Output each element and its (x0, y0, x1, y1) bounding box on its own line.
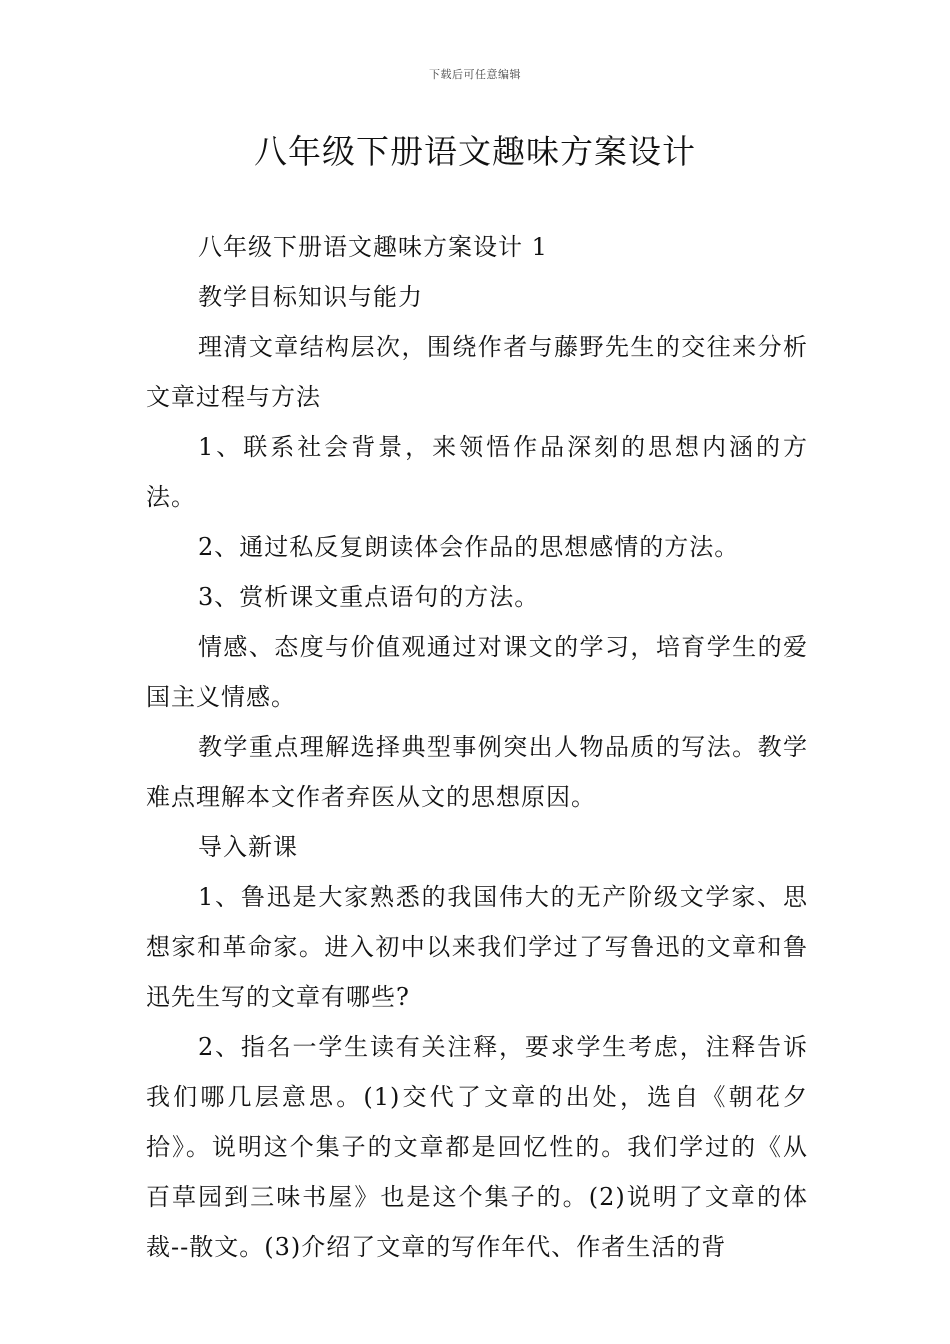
paragraph: 2、通过私反复朗读体会作品的思想感情的方法。 (198, 533, 740, 561)
paragraph: 教学重点理解选择典型事例突出人物品质的写法。教学难点理解本文作者弃医从文的思想原因。 (146, 733, 808, 811)
paragraph: 2、指名一学生读有关注释，要求学生考虑，注释告诉我们哪几层意思。(1)交代了文章的出处，选自《朝花夕拾》。说明这个集子的文章都是回忆性的。我们学过的《从百草园到三味书屋》也是这个集子的。(2)说明了文章的体裁--散文。(3)介绍了文章的写作年代、作者生活的背 (146, 1033, 808, 1261)
paragraph: 1、鲁迅是大家熟悉的我国伟大的无产阶级文学家、思想家和革命家。进入初中以来我们学过了写鲁迅的文章和鲁迅先生写的文章有哪些? (146, 883, 808, 1011)
paragraph: 情感、态度与价值观通过对课文的学习，培育学生的爱国主义情感。 (146, 633, 808, 711)
document-title: 八年级下册语文趣味方案设计 (254, 132, 696, 171)
document-body (146, 222, 808, 1272)
paragraph: 导入新课 (198, 833, 298, 861)
paragraph: 理清文章结构层次，围绕作者与藤野先生的交往来分析文章过程与方法 (146, 333, 808, 411)
paragraph: 1、联系社会背景，来领悟作品深刻的思想内涵的方法。 (146, 433, 808, 511)
section-heading: 八年级下册语文趣味方案设计 1 (198, 233, 548, 261)
paragraph: 教学目标知识与能力 (198, 283, 423, 311)
page-header-note: 下载后可任意编辑 (429, 68, 521, 81)
paragraph: 3、赏析课文重点语句的方法。 (198, 583, 540, 611)
